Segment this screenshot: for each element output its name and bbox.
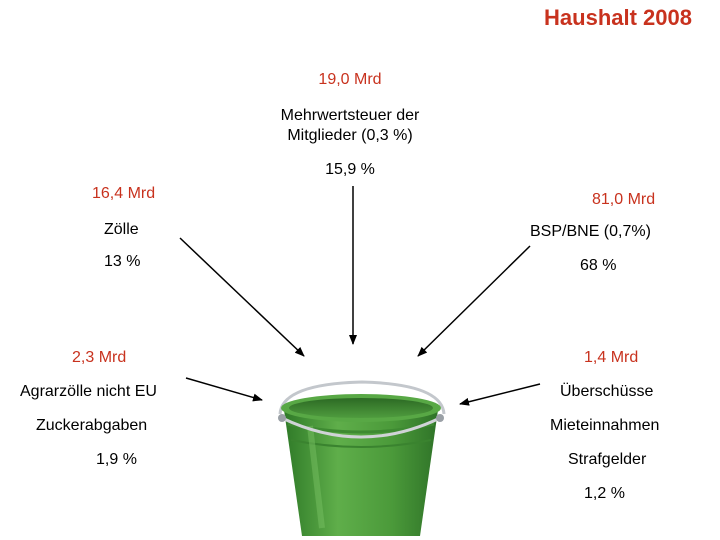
upper-right-label: BSP/BNE (0,7%): [530, 223, 651, 240]
lower-right-percent: 1,2 %: [584, 485, 625, 502]
lower-right-label-line3: Strafgelder: [568, 451, 647, 468]
upper-right-percent: 68 %: [580, 257, 617, 274]
arrow-lower-right: [460, 384, 540, 404]
top-label-line1: Mehrwertsteuer der: [280, 107, 420, 124]
top-label-line2: Mitglieder (0,3 %): [287, 127, 413, 144]
upper-left-label: Zölle: [104, 221, 139, 238]
upper-right-amount: 81,0 Mrd: [592, 191, 656, 208]
lower-right-label-line1: Überschüsse: [560, 383, 654, 400]
lower-left-percent: 1,9 %: [96, 451, 137, 468]
arrow-upper-right: [418, 246, 530, 356]
upper-left-amount: 16,4 Mrd: [92, 185, 156, 202]
page-title: Haushalt 2008: [544, 5, 692, 30]
lower-right-label-line2: Mieteinnahmen: [550, 417, 660, 434]
arrow-lower-left: [186, 378, 262, 400]
lower-right-amount: 1,4 Mrd: [584, 349, 639, 366]
bucket-icon: [270, 378, 452, 540]
arrow-upper-left: [180, 238, 304, 356]
lower-left-label-line2: Zuckerabgaben: [36, 417, 148, 434]
upper-left-percent: 13 %: [104, 253, 141, 270]
top-percent: 15,9 %: [325, 161, 375, 178]
lower-left-amount: 2,3 Mrd: [72, 349, 127, 366]
lower-left-label-line1: Agrarzölle nicht EU: [20, 383, 157, 400]
top-amount: 19,0 Mrd: [318, 71, 382, 88]
